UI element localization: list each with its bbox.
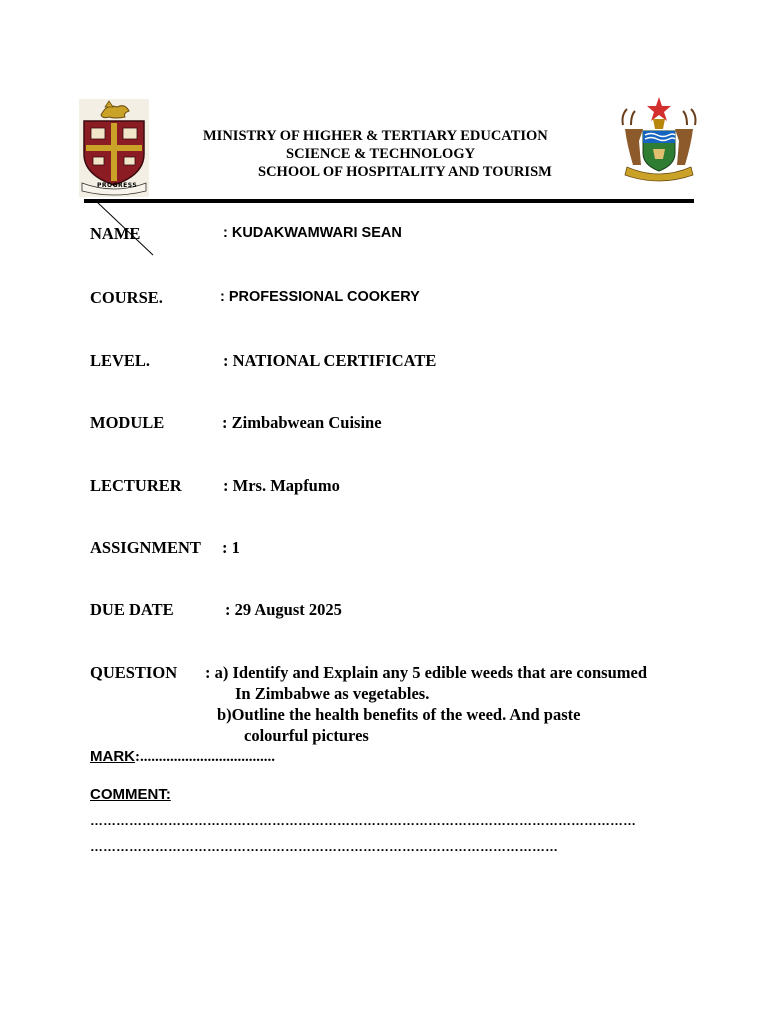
question-b-line2: colourful pictures (244, 726, 369, 745)
header-divider (84, 199, 694, 203)
question-label: QUESTION (90, 663, 178, 682)
header-science-technology: SCIENCE & TECHNOLOGY (286, 146, 476, 162)
question-a-line2: In Zimbabwe as vegetables. (235, 684, 430, 703)
crest-motto: PROGRESS (97, 182, 138, 189)
assignment-value: : 1 (222, 538, 240, 557)
due-date-label: DUE DATE (90, 600, 174, 619)
level-label: LEVEL. (90, 351, 151, 370)
module-label: MODULE (90, 413, 165, 432)
course-label: COURSE. (90, 288, 163, 307)
course-value: : PROFESSIONAL COOKERY (220, 289, 420, 305)
comment-line-2: ……………………………………………………………………………………………… (90, 839, 558, 854)
name-label: NAME (90, 224, 141, 243)
level-value: : NATIONAL CERTIFICATE (223, 351, 437, 370)
coat-of-arms-logo (613, 95, 705, 183)
comment-line-1: ……………………………………………………………………………………………………………… (90, 813, 636, 828)
lecturer-label: LECTURER (90, 476, 182, 495)
question-a-line1: : a) Identify and Explain any 5 edible weeds that are consumed (205, 663, 648, 682)
comment-label: COMMENT: (90, 786, 171, 803)
university-crest-logo (79, 99, 149, 197)
due-date-value: : 29 August 2025 (225, 600, 342, 619)
mark-row (90, 748, 275, 766)
assignment-label: ASSIGNMENT (90, 538, 201, 557)
mark-label: MARK (90, 748, 135, 765)
question-b-line1: b)Outline the health benefits of the weed. And paste (217, 705, 581, 724)
mark-dots: :.................................... (135, 749, 275, 765)
header-ministry: MINISTRY OF HIGHER & TERTIARY EDUCATION (203, 128, 548, 144)
module-value: : Zimbabwean Cuisine (222, 413, 382, 432)
lecturer-value: : Mrs. Mapfumo (223, 476, 340, 495)
header-school: SCHOOL OF HOSPITALITY AND TOURISM (258, 164, 552, 180)
name-value: : KUDAKWAMWARI SEAN (223, 225, 402, 241)
